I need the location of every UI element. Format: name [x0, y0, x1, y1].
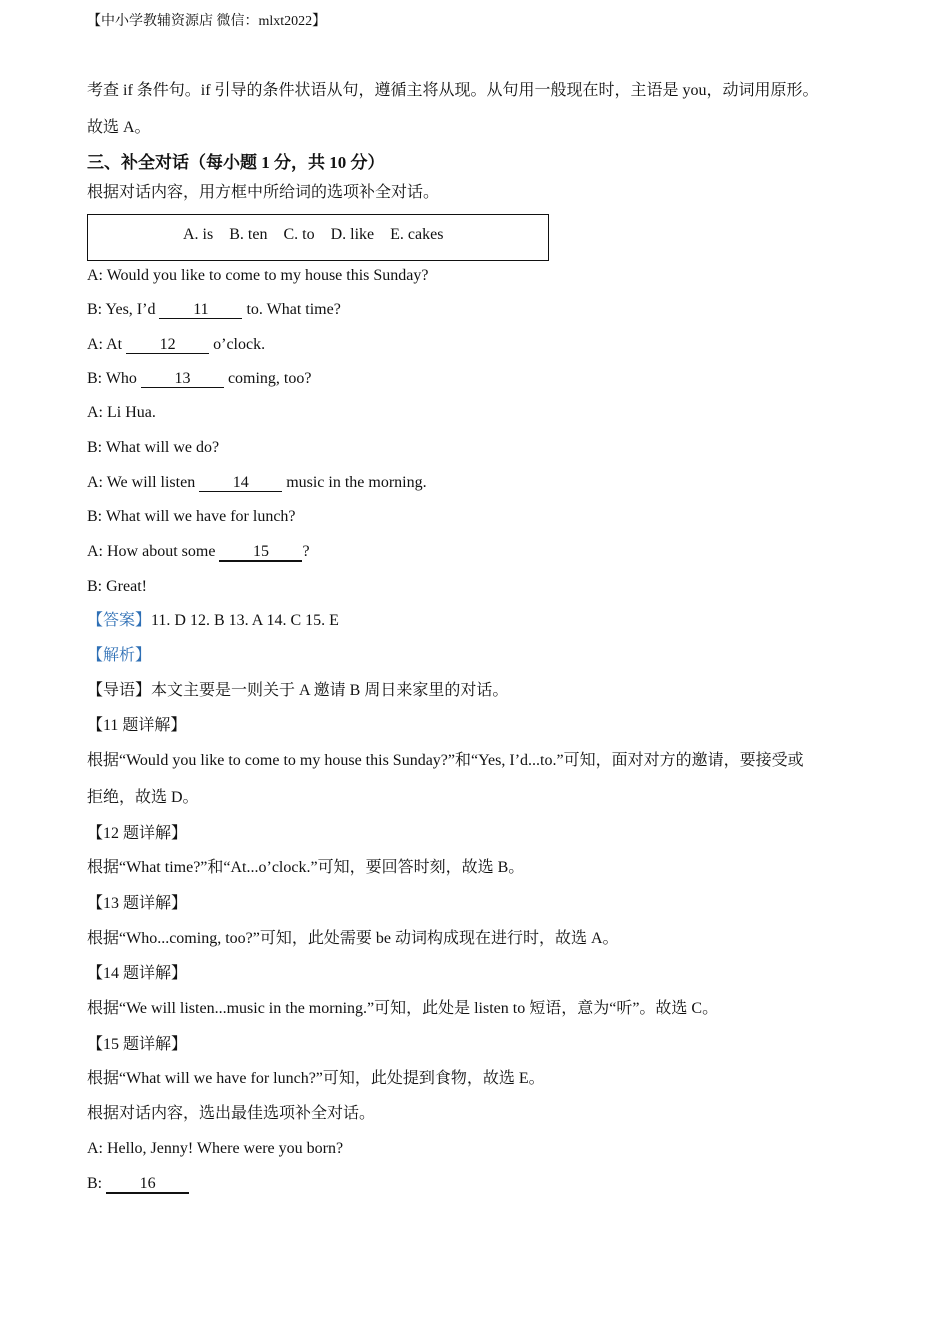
answer-blank[interactable]: 13 — [141, 370, 224, 388]
section-title: 三、补全对话（每小题 1 分，共 10 分） — [87, 153, 385, 172]
answer-blank[interactable]: 12 — [126, 336, 209, 354]
intro-text: 【导语】本文主要是一则关于 A 邀请 B 周日来家里的对话。 — [87, 682, 509, 699]
detail-title: 【12 题详解】 — [87, 825, 188, 842]
dialogue-line: B: Great! — [87, 578, 147, 595]
dialogue-line: A: Li Hua. — [87, 404, 156, 421]
answer-tag: 【答案】 — [87, 612, 152, 629]
dialogue-line: B: 16 — [87, 1174, 189, 1194]
detail-title: 【15 题详解】 — [87, 1036, 188, 1053]
explanation-line: 考查 if 条件句。if 引导的条件状语从句，遵循主将从现。从句用一般现在时，主语是 you，动词用原形。 — [87, 82, 819, 99]
detail-title: 【14 题详解】 — [87, 965, 188, 982]
page-header: 【中小学教辅资源店 微信：mlxt2022】 — [87, 14, 327, 29]
answer-blank[interactable]: 15 — [219, 543, 302, 562]
detail-text: 根据“What will we have for lunch?”可知，此处提到食物，故选 E。 — [87, 1070, 545, 1087]
detail-text: 拒绝，故选 D。 — [87, 789, 199, 806]
dialogue-line: B: Yes, I’d 11 to. What time? — [87, 301, 341, 318]
dialogue-line: A: Would you like to come to my house this Sunday? — [87, 267, 429, 284]
dialogue-line: A: Hello, Jenny! Where were you born? — [87, 1140, 344, 1157]
dialogue-line: A: We will listen 14 music in the morning. — [87, 474, 427, 491]
answer-blank[interactable]: 11 — [159, 301, 242, 319]
detail-title: 【13 题详解】 — [87, 895, 188, 912]
answer-values: 11. D 12. B 13. A 14. C 15. E — [151, 612, 339, 629]
detail-text: 根据“Would you like to come to my house this Sunday?”和“Yes, I’d...to.”可知，面对对方的邀请，要接受或 — [87, 752, 804, 769]
explanation-line: 故选 A。 — [87, 119, 151, 136]
section-instruction: 根据对话内容，用方框中所给词的选项补全对话。 — [87, 184, 440, 201]
answer-line — [87, 611, 339, 631]
answer-blank[interactable]: 14 — [199, 474, 282, 492]
word-box — [87, 214, 549, 261]
answer-blank[interactable]: 16 — [106, 1175, 189, 1194]
next-instruction: 根据对话内容，选出最佳选项补全对话。 — [87, 1105, 376, 1122]
dialogue-line: A: How about some 15 ? — [87, 543, 310, 560]
analysis-tag: 【解析】 — [87, 647, 152, 664]
word-options: A. is B. ten C. to D. like E. cakes — [183, 226, 444, 243]
dialogue-line: A: At 12 o’clock. — [87, 336, 266, 353]
dialogue-line: B: What will we do? — [87, 439, 220, 456]
detail-text: 根据“What time?”和“At...o’clock.”可知，要回答时刻，故选 B。 — [87, 859, 525, 876]
detail-text: 根据“Who...coming, too?”可知，此处需要 be 动词构成现在进行时，故选 A。 — [87, 930, 619, 947]
detail-text: 根据“We will listen...music in the morning.”可知，此处是 listen to 短语，意为“听”。故选 C。 — [87, 1000, 719, 1017]
dialogue-line: B: What will we have for lunch? — [87, 508, 296, 525]
detail-title: 【11 题详解】 — [87, 717, 187, 734]
dialogue-line: B: Who 13 coming, too? — [87, 370, 312, 387]
